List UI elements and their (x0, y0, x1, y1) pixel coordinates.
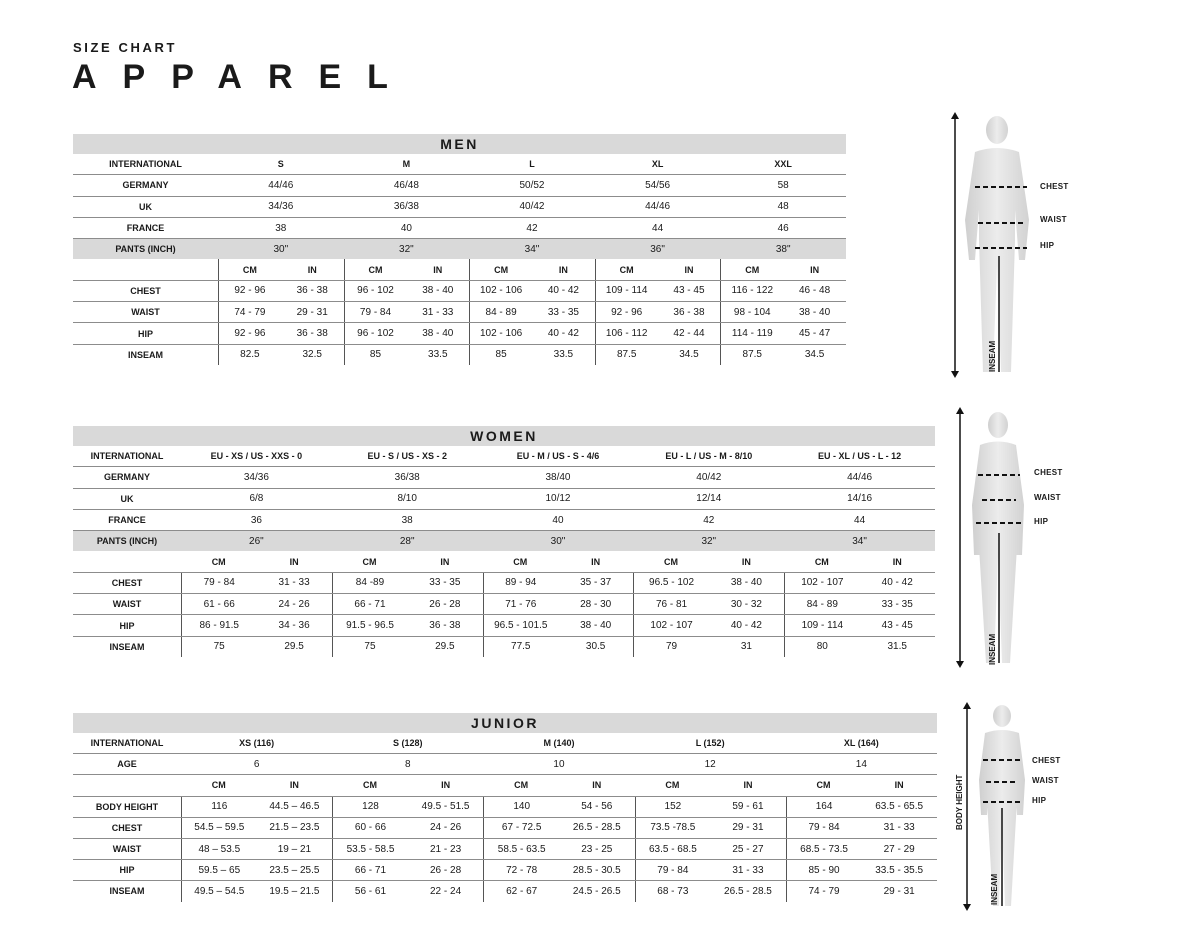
men-measure-value: 92 - 96 (218, 323, 281, 343)
junior-size-1: S (128) (393, 738, 423, 749)
junior-measure-value: 26.5 - 28.5 (724, 885, 772, 897)
junior-measure-value: 21.5 – 23.5 (269, 822, 320, 834)
men-measure-row (73, 345, 846, 365)
men-section-title: MEN (73, 134, 846, 154)
women-conv-value: 38 (401, 514, 413, 526)
junior-unit-cm: CM (362, 780, 377, 791)
women-measure-value: 102 - 107 (633, 615, 708, 635)
junior-section-title: JUNIOR (73, 713, 937, 733)
women-measure-value: 29.5 (284, 641, 304, 653)
women-conv-value: 40/42 (696, 471, 722, 483)
junior-unit-cm: CM (211, 780, 226, 791)
women-conv-value: 6/8 (249, 493, 264, 505)
junior-measure-value: 24.5 - 26.5 (572, 885, 621, 897)
men-conv-value: 34/36 (268, 201, 294, 213)
junior-measure-value: 79 - 84 (786, 818, 862, 838)
men-measure-value: 92 - 96 (218, 281, 281, 301)
women-measure-value: 31.5 (887, 641, 907, 653)
junior-measure-value: 48 – 53.5 (181, 839, 257, 859)
women-measure-value: 24 - 26 (278, 598, 310, 610)
men-unit-in: IN (810, 264, 820, 275)
men-measure-value: 84 - 89 (469, 302, 532, 322)
junior-measure-value: 74 - 79 (786, 881, 862, 901)
men-measure-value: 34.5 (804, 349, 825, 361)
women-conv-value: 26" (249, 535, 264, 547)
men-conv-value: 40 (400, 222, 412, 234)
junior-conv-value: 10 (553, 758, 565, 770)
women-measure-row (73, 637, 935, 657)
women-row-label: HIP (119, 620, 135, 631)
junior-measure-value: 44.5 – 46.5 (269, 801, 320, 813)
women-measure-value: 84 -89 (332, 573, 407, 593)
men-conv-value: 48 (777, 201, 789, 213)
men-measure-value: 46 - 48 (799, 285, 831, 297)
women-row-label: PANTS (INCH) (96, 536, 158, 547)
junior-measure-value: 66 - 71 (332, 860, 408, 880)
men-hip-label: HIP (1040, 241, 1055, 250)
junior-measure-value: 62 - 67 (483, 881, 559, 901)
men-unit-in: IN (558, 264, 568, 275)
page-subtitle: SIZE CHART (73, 40, 177, 55)
women-row-label: GERMANY (103, 472, 150, 483)
women-unit-in: IN (892, 556, 902, 567)
junior-row-label: BODY HEIGHT (95, 801, 159, 812)
women-inseam-label: INSEAM (988, 633, 997, 665)
junior-measure-value: 29 - 31 (883, 885, 915, 897)
junior-measure-value: 128 (332, 797, 408, 817)
men-unit-in: IN (433, 264, 443, 275)
men-measure-value: 33.5 (553, 349, 574, 361)
men-unit-in: IN (307, 264, 317, 275)
women-conv-value: 44 (854, 514, 866, 526)
men-unit-cm: CM (595, 259, 658, 279)
women-unit-in: IN (440, 556, 450, 567)
junior-row-label: AGE (117, 759, 137, 770)
junior-measure-value: 140 (483, 797, 559, 817)
men-conv-value: 42 (526, 222, 538, 234)
women-conv-row (73, 531, 935, 551)
junior-chest-label: CHEST (1032, 756, 1061, 765)
junior-measure-row (73, 860, 937, 881)
women-measure-value: 40 - 42 (730, 620, 762, 632)
junior-size-3: L (152) (695, 738, 725, 749)
men-measure-value: 38 - 40 (422, 285, 454, 297)
men-size-2: L (529, 159, 535, 170)
junior-measure-value: 19.5 – 21.5 (269, 885, 320, 897)
men-measure-value: 36 - 38 (296, 285, 328, 297)
men-measure-value: 38 - 40 (422, 328, 454, 340)
women-measure-value: 40 - 42 (881, 577, 913, 589)
junior-measure-value: 85 - 90 (786, 860, 862, 880)
junior-measure-value: 72 - 78 (483, 860, 559, 880)
women-conv-value: 44/46 (847, 471, 873, 483)
women-measure-value: 84 - 89 (784, 594, 859, 614)
men-measure-value: 33 - 35 (547, 306, 579, 318)
junior-unit-cm: CM (514, 780, 529, 791)
men-inseam-label: INSEAM (988, 340, 997, 372)
women-measure-value: 96.5 - 101.5 (483, 615, 558, 635)
junior-measure-row (73, 839, 937, 860)
men-measure-value: 109 - 114 (595, 281, 658, 301)
men-measure-value: 40 - 42 (547, 285, 579, 297)
women-measure-row (73, 594, 935, 615)
junior-conv-value: 6 (253, 758, 260, 770)
junior-body-height-label: BODY HEIGHT (955, 774, 964, 830)
men-unit-cm: CM (720, 259, 783, 279)
junior-measure-value: 68 - 73 (635, 881, 711, 901)
men-row-label: UK (139, 201, 152, 212)
women-measure-value: 26 - 28 (429, 598, 461, 610)
men-measure-value: 114 - 119 (720, 323, 783, 343)
men-unit-cm: CM (218, 259, 281, 279)
women-unit-cm: CM (814, 556, 829, 567)
men-conv-value: 44 (652, 222, 664, 234)
men-row-label: PANTS (INCH) (115, 244, 176, 255)
men-size-4: XXL (774, 159, 792, 170)
men-row-label: CHEST (130, 285, 161, 296)
men-conv-value: 40/42 (519, 201, 545, 213)
men-conv-value: 38 (275, 222, 287, 234)
junior-measure-row (73, 881, 937, 901)
women-measure-value: 96.5 - 102 (633, 573, 708, 593)
men-conv-value: 58 (777, 179, 789, 191)
men-measure-value: 42 - 44 (673, 328, 705, 340)
junior-measure-row (73, 818, 937, 839)
women-measure-value: 33 - 35 (429, 577, 461, 589)
women-row-label: WAIST (112, 599, 142, 610)
women-conv-value: 12/14 (696, 493, 722, 505)
junior-row-label: INSEAM (109, 886, 145, 897)
men-measure-value: 102 - 106 (469, 323, 532, 343)
junior-conv-row (73, 754, 937, 775)
women-chest-label: CHEST (1034, 468, 1063, 477)
junior-conv-value: 12 (704, 758, 716, 770)
men-measure-value: 43 - 45 (673, 285, 705, 297)
men-conv-value: 50/52 (519, 179, 545, 191)
junior-measure-value: 26 - 28 (430, 864, 462, 876)
women-measure-value: 29.5 (435, 641, 455, 653)
men-chest-label: CHEST (1040, 182, 1069, 191)
women-conv-row (73, 510, 935, 531)
junior-unit-cm: CM (816, 780, 831, 791)
men-measure-row (73, 323, 846, 344)
women-conv-value: 34/36 (243, 471, 269, 483)
women-row-label: CHEST (111, 577, 143, 588)
junior-measure-value: 26.5 - 28.5 (572, 822, 621, 834)
women-section-title: WOMEN (73, 426, 935, 446)
men-measure-value: 87.5 (720, 345, 783, 365)
women-measure-value: 36 - 38 (429, 620, 461, 632)
junior-measure-value: 73.5 -78.5 (635, 818, 711, 838)
men-conv-value: 38" (775, 243, 791, 255)
women-measure-value: 38 - 40 (580, 620, 612, 632)
women-measure-value: 34 - 36 (278, 620, 310, 632)
women-sizes-row (73, 446, 935, 467)
women-conv-value: 14/16 (847, 493, 873, 505)
junior-international-label: INTERNATIONAL (90, 738, 164, 749)
junior-measure-value: 24 - 26 (430, 822, 462, 834)
men-measure-value: 32.5 (302, 349, 322, 361)
women-measure-value: 80 (784, 637, 859, 657)
women-measure-value: 43 - 45 (881, 620, 913, 632)
men-measure-value: 82.5 (218, 345, 281, 365)
women-measure-row (73, 615, 935, 636)
junior-unit-in: IN (894, 780, 904, 791)
men-measure-value: 36 - 38 (296, 328, 328, 340)
women-measure-value: 75 (181, 637, 256, 657)
junior-inseam-label: INSEAM (990, 873, 999, 905)
junior-measure-value: 22 - 24 (430, 885, 462, 897)
women-measure-value: 38 - 40 (730, 577, 762, 589)
men-conv-value: 32" (399, 243, 414, 255)
women-conv-value: 40 (552, 514, 564, 526)
junior-measure-value: 31 - 33 (883, 822, 915, 834)
junior-size-2: M (140) (543, 738, 575, 749)
page-title: APPAREL (72, 58, 414, 96)
men-row-label: HIP (137, 328, 153, 339)
men-size-3: XL (651, 159, 664, 170)
women-measure-value: 28 - 30 (580, 598, 612, 610)
men-measure-value: 38 - 40 (799, 306, 831, 318)
women-measure-value: 66 - 71 (332, 594, 407, 614)
women-conv-value: 36/38 (394, 471, 420, 483)
women-measure-value: 109 - 114 (784, 615, 859, 635)
men-measure-value: 29 - 31 (296, 306, 328, 318)
women-measure-value: 77.5 (483, 637, 558, 657)
junior-measure-value: 28.5 - 30.5 (572, 864, 621, 876)
men-measure-value: 85 (344, 345, 407, 365)
junior-measure-value: 31 - 33 (732, 864, 764, 876)
junior-unit-in: IN (592, 780, 602, 791)
men-conv-value: 46 (777, 222, 789, 234)
junior-measure-value: 152 (635, 797, 711, 817)
women-conv-value: 28" (399, 535, 415, 547)
junior-measure-value: 67 - 72.5 (483, 818, 559, 838)
women-measure-value: 61 - 66 (181, 594, 256, 614)
men-conv-value: 36" (650, 243, 665, 255)
junior-size-0: XS (116) (239, 738, 275, 749)
women-measure-value: 91.5 - 96.5 (332, 615, 407, 635)
men-measure-value: 96 - 102 (344, 281, 407, 301)
junior-measure-value: 59 - 61 (732, 801, 764, 813)
junior-sizes-row (73, 733, 937, 754)
men-conv-value: 30" (273, 243, 289, 255)
women-hip-label: HIP (1034, 517, 1049, 526)
junior-row-label: CHEST (111, 822, 143, 833)
junior-measure-value: 23.5 – 25.5 (269, 864, 320, 876)
junior-unit-row (73, 775, 937, 796)
men-measure-value: 36 - 38 (673, 306, 705, 318)
men-row-label: INSEAM (127, 349, 163, 360)
men-measure-value: 40 - 42 (547, 328, 579, 340)
junior-size-table (73, 713, 937, 902)
women-size-1: EU - S / US - XS - 2 (367, 451, 447, 462)
men-measure-value: 31 - 33 (422, 306, 454, 318)
men-international-label: INTERNATIONAL (109, 159, 182, 170)
men-conv-row (73, 239, 846, 259)
junior-measure-value: 56 - 61 (332, 881, 408, 901)
women-measure-value: 86 - 91.5 (181, 615, 256, 635)
men-size-table (73, 134, 846, 365)
men-conv-value: 54/56 (645, 179, 671, 191)
women-conv-row (73, 467, 935, 488)
men-row-label: WAIST (131, 307, 160, 318)
women-size-2: EU - M / US - S - 4/6 (516, 451, 600, 462)
women-measure-value: 79 (633, 637, 708, 657)
men-measure-value: 79 - 84 (344, 302, 407, 322)
men-measure-value: 116 - 122 (720, 281, 783, 301)
women-conv-value: 8/10 (397, 493, 417, 505)
men-measure-value: 87.5 (595, 345, 658, 365)
men-conv-value: 44/46 (645, 201, 671, 213)
junior-row-label: HIP (119, 865, 135, 876)
women-measure-value: 102 - 107 (784, 573, 859, 593)
men-measure-value: 85 (469, 345, 532, 365)
women-unit-cm: CM (362, 556, 377, 567)
junior-measure-value: 164 (786, 797, 862, 817)
junior-measure-row (73, 797, 937, 818)
women-conv-value: 10/12 (545, 493, 571, 505)
junior-size-4: XL (164) (843, 738, 879, 749)
women-measure-value: 31 - 33 (278, 577, 310, 589)
men-body-figure (945, 110, 1055, 380)
men-conv-value: 44/46 (268, 179, 294, 191)
men-measure-value: 106 - 112 (595, 323, 658, 343)
women-international-label: INTERNATIONAL (90, 451, 164, 462)
men-measure-value: 74 - 79 (218, 302, 281, 322)
men-unit-cm: CM (469, 259, 532, 279)
men-waist-label: WAIST (1040, 215, 1067, 224)
women-measure-value: 75 (332, 637, 407, 657)
women-unit-in: IN (289, 556, 299, 567)
women-unit-cm: CM (513, 556, 528, 567)
women-measure-value: 79 - 84 (181, 573, 256, 593)
women-conv-value: 30" (550, 535, 566, 547)
junior-measure-value: 49.5 - 51.5 (421, 801, 470, 813)
junior-measure-value: 27 - 29 (883, 843, 915, 855)
women-conv-value: 38/40 (545, 471, 571, 483)
junior-measure-value: 54.5 – 59.5 (181, 818, 257, 838)
men-measure-value: 96 - 102 (344, 323, 407, 343)
women-conv-value: 34" (852, 535, 867, 547)
men-measure-row (73, 302, 846, 323)
men-conv-value: 34" (524, 243, 540, 255)
men-conv-row (73, 218, 846, 239)
men-measure-value: 98 - 104 (720, 302, 783, 322)
junior-conv-value: 8 (405, 758, 411, 770)
men-sizes-row (73, 154, 846, 175)
junior-unit-in: IN (743, 780, 753, 791)
junior-measure-value: 58.5 - 63.5 (483, 839, 559, 859)
junior-measure-value: 54 - 56 (581, 801, 613, 813)
junior-body-figure (955, 700, 1045, 912)
junior-measure-value: 68.5 - 73.5 (786, 839, 862, 859)
women-unit-row (73, 551, 935, 572)
junior-measure-value: 60 - 66 (332, 818, 408, 838)
men-measure-value: 92 - 96 (595, 302, 658, 322)
junior-measure-value: 116 (181, 797, 257, 817)
women-conv-value: 32" (701, 535, 717, 547)
men-measure-row (73, 281, 846, 302)
men-conv-row (73, 175, 846, 196)
men-measure-value: 33.5 (428, 349, 448, 361)
women-measure-value: 35 - 37 (580, 577, 612, 589)
women-size-4: EU - XL / US - L - 12 (817, 451, 902, 462)
women-conv-row (73, 489, 935, 510)
junior-measure-value: 53.5 - 58.5 (332, 839, 408, 859)
junior-unit-cm: CM (665, 780, 680, 791)
women-measure-value: 89 - 94 (483, 573, 558, 593)
men-measure-value: 34.5 (679, 349, 699, 361)
women-conv-value: 42 (703, 514, 715, 526)
men-conv-value: 46/48 (393, 179, 419, 191)
junior-unit-in: IN (289, 780, 299, 791)
women-size-3: EU - L / US - M - 8/10 (665, 451, 753, 462)
junior-unit-in: IN (441, 780, 451, 791)
women-size-table (73, 426, 935, 657)
women-measure-value: 76 - 81 (633, 594, 708, 614)
women-measure-value: 30 - 32 (730, 598, 762, 610)
women-row-label: FRANCE (108, 515, 146, 526)
women-unit-cm: CM (211, 556, 226, 567)
junior-measure-value: 33.5 - 35.5 (875, 864, 924, 876)
junior-measure-value: 59.5 – 65 (181, 860, 257, 880)
women-waist-label: WAIST (1034, 493, 1061, 502)
junior-row-label: WAIST (112, 844, 142, 855)
men-size-1: M (402, 159, 411, 170)
men-row-label: FRANCE (126, 223, 165, 234)
women-unit-in: IN (741, 556, 751, 567)
men-unit-in: IN (684, 264, 694, 275)
men-size-0: S (277, 159, 284, 170)
women-size-0: EU - XS / US - XXS - 0 (210, 451, 303, 462)
women-row-label: INSEAM (109, 641, 145, 652)
men-measure-value: 102 - 106 (469, 281, 532, 301)
men-row-label: GERMANY (122, 180, 169, 191)
junior-measure-value: 79 - 84 (635, 860, 711, 880)
women-unit-in: IN (591, 556, 601, 567)
men-unit-cm: CM (344, 259, 407, 279)
women-measure-row (73, 573, 935, 594)
junior-conv-value: 14 (855, 758, 867, 770)
junior-measure-value: 23 - 25 (581, 843, 613, 855)
women-measure-value: 71 - 76 (483, 594, 558, 614)
junior-measure-value: 63.5 - 68.5 (635, 839, 711, 859)
junior-waist-label: WAIST (1032, 776, 1059, 785)
women-row-label: UK (120, 493, 134, 504)
women-unit-cm: CM (664, 556, 679, 567)
junior-measure-value: 21 - 23 (430, 843, 462, 855)
men-unit-row (73, 259, 846, 280)
women-measure-value: 31 (740, 641, 752, 653)
women-measure-value: 33 - 35 (881, 598, 913, 610)
junior-measure-value: 19 – 21 (277, 843, 312, 855)
women-conv-value: 36 (250, 514, 262, 526)
men-measure-value: 45 - 47 (799, 328, 831, 340)
junior-measure-value: 63.5 - 65.5 (875, 801, 924, 813)
women-measure-value: 30.5 (585, 641, 606, 653)
junior-hip-label: HIP (1032, 796, 1047, 805)
junior-measure-value: 49.5 – 54.5 (181, 881, 257, 901)
junior-measure-value: 29 - 31 (732, 822, 764, 834)
junior-measure-value: 25 - 27 (732, 843, 764, 855)
men-conv-row (73, 197, 846, 218)
women-body-figure (950, 405, 1050, 670)
men-conv-value: 36/38 (393, 201, 419, 213)
